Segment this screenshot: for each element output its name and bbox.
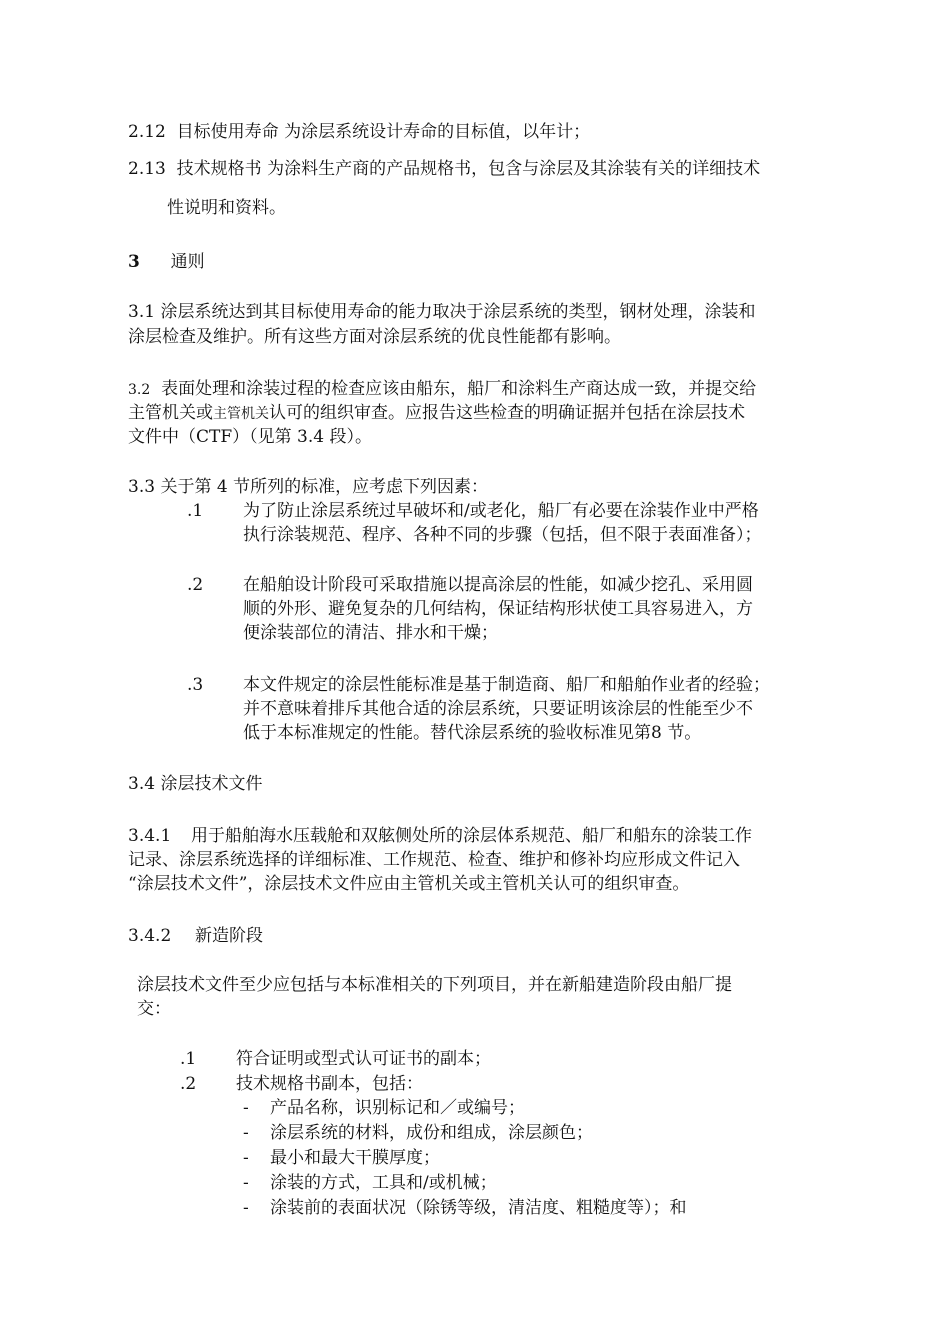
- list-item-number: .2: [187, 575, 204, 595]
- sublist-dash: -: [243, 1198, 249, 1218]
- para-3-2-line2: [128, 401, 745, 426]
- sublist-item: 涂装前的表面状况（除锈等级，清洁度、粗糙度等）；和: [270, 1198, 687, 1218]
- def-2-13: [128, 157, 760, 181]
- list-item-text: 执行涂装规范、程序、各种不同的步骤（包括，但不限于表面准备）；: [243, 525, 762, 545]
- subsection-title: 3.4 涂层技术文件: [128, 774, 263, 794]
- para-3-3-intro: 3.3 关于第 4 节所列的标准，应考虑下列因素：: [128, 477, 489, 497]
- list-item-number: .3: [187, 675, 204, 695]
- sublist-dash: -: [243, 1098, 249, 1118]
- list-item-text: 便涂装部位的清洁、排水和干燥；: [243, 623, 498, 643]
- list-item-text: 在船舶设计阶段可采取措施以提高涂层的性能，如减少挖孔、采用圆: [243, 575, 753, 595]
- sublist-item: 涂装的方式，工具和/或机械；: [270, 1173, 497, 1193]
- section-title: 通则: [170, 252, 205, 272]
- para-3-1-line1: 3.1 涂层系统达到其目标使用寿命的能力取决于涂层系统的类型，钢材处理，涂装和: [128, 302, 756, 322]
- list-item-number: .2: [180, 1074, 197, 1094]
- section-heading: [128, 250, 205, 274]
- list-item-text: 顺的外形、避免复杂的几何结构，保证结构形状使工具容易进入，方: [243, 599, 753, 619]
- sublist-dash: -: [243, 1173, 249, 1193]
- para-3-4-1-line3: “涂层技术文件”，涂层技术文件应由主管机关或主管机关认可的组织审查。: [128, 874, 690, 894]
- sublist-dash: -: [243, 1148, 249, 1168]
- sublist-item: 产品名称，识别标记和／或编号；: [270, 1098, 525, 1118]
- section-number: 3: [128, 252, 140, 272]
- ctf-para-line2: 交：: [137, 999, 171, 1019]
- def-2-12: [128, 120, 590, 144]
- sublist-dash: -: [243, 1123, 249, 1143]
- list-item-text: 本文件规定的涂层性能标准是基于制造商、船厂和船舶作业者的经验；: [243, 675, 770, 695]
- para-number: 3.4.2: [128, 926, 172, 946]
- list-item-number: .1: [187, 501, 204, 521]
- list-item-text: 并不意味着排斥其他合适的涂层系统，只要证明该涂层的性能至少不: [243, 699, 753, 719]
- def-number: 2.13: [128, 159, 166, 179]
- para-number: 3.2: [128, 382, 151, 398]
- def-text: 目标使用寿命 为涂层系统设计寿命的目标值，以年计；: [176, 122, 591, 142]
- para-3-4-1-line1: [128, 824, 752, 848]
- para-text: 用于船舶海水压载舱和双舷侧处所的涂层体系规范、船厂和船东的涂装工作: [191, 826, 752, 846]
- list-item-text: 符合证明或型式认可证书的副本；: [236, 1049, 491, 1069]
- para-3-2-line3: 文件中（CTF）（见第 3.4 段）。: [128, 427, 372, 447]
- para-3-2-line1: [128, 377, 756, 402]
- def-2-13-cont: 性说明和资料。: [167, 198, 286, 218]
- list-item-number: .1: [180, 1049, 197, 1069]
- ctf-para-line1: 涂层技术文件至少应包括与本标准相关的下列项目，并在新船建造阶段由船厂提: [137, 975, 732, 995]
- list-item-text: 为了防止涂层系统过早破坏和/或老化，船厂有必要在涂装作业中严格: [243, 501, 759, 521]
- sublist-item: 涂层系统的材料，成份和组成，涂层颜色；: [270, 1123, 593, 1143]
- para-3-4-1-line2: 记录、涂层系统选择的详细标准、工作规范、检查、维护和修补均应形成文件记入: [128, 850, 740, 870]
- def-text: 技术规格书 为涂料生产商的产品规格书，包含与涂层及其涂装有关的详细技术: [176, 159, 761, 179]
- para-text: 主管机关或: [128, 403, 213, 423]
- para-title: 新造阶段: [195, 926, 263, 946]
- def-number: 2.12: [128, 122, 166, 142]
- sublist-item: 最小和最大干膜厚度；: [270, 1148, 440, 1168]
- para-3-1-line2: 涂层检查及维护。所有这些方面对涂层系统的优良性能都有影响。: [128, 327, 621, 347]
- list-item-text: 技术规格书副本，包括：: [236, 1074, 423, 1094]
- para-number: 3.4.1: [128, 826, 172, 846]
- para-text-small: 主管机关: [213, 406, 269, 422]
- para-3-4-2-heading: [128, 924, 263, 948]
- para-text: 认可的组织审查。应报告这些检查的明确证据并包括在涂层技术: [269, 403, 745, 423]
- para-text: 表面处理和涂装过程的检查应该由船东，船厂和涂料生产商达成一致，并提交给: [161, 379, 757, 399]
- list-item-text: 低于本标准规定的性能。替代涂层系统的验收标准见第8 节。: [243, 723, 702, 743]
